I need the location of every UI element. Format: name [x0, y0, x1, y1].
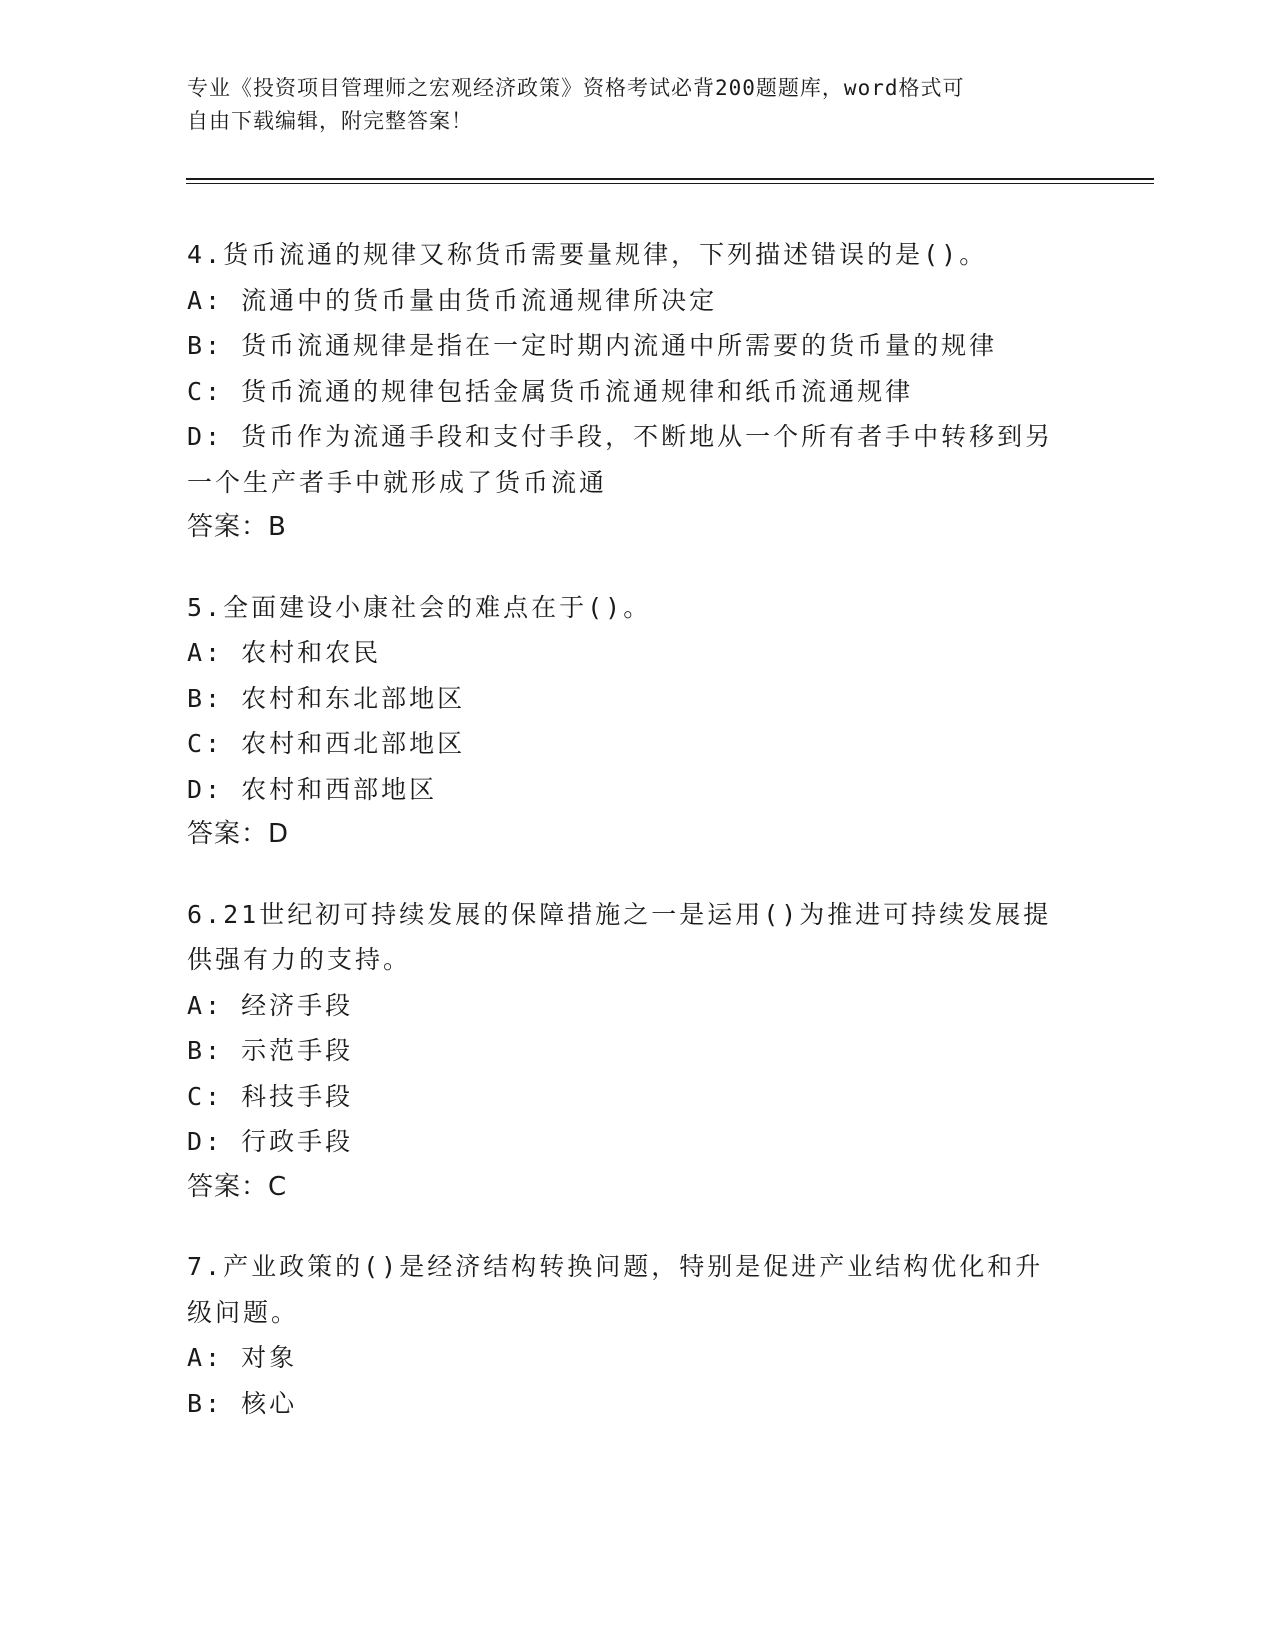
question-block: [187, 1244, 1067, 1426]
answer-key: 答案：D: [187, 819, 290, 849]
answer-option: C: 农村和西北部地区: [187, 729, 466, 758]
answer-option: B: 核心: [187, 1388, 298, 1418]
header-line-1: 专业《投资项目管理师之宏观经济政策》资格考试必背200题题库，word格式可: [187, 76, 965, 100]
answer-option: C: 科技手段: [187, 1081, 354, 1111]
answer-option: C: 货币流通的规律包括金属货币流通规律和纸币流通规律: [187, 376, 914, 406]
question-stem: 7.产业政策的()是经济结构转换问题，特别是促进产业结构优化和升: [187, 1252, 1044, 1281]
answer-option: D: 货币作为流通手段和支付手段，不断地从一个所有者手中转移到另: [187, 422, 1054, 451]
question-stem: 级问题。: [187, 1297, 300, 1327]
document-header: [187, 72, 1067, 138]
answer-option: A: 流通中的货币量由货币流通规律所决定: [187, 285, 718, 315]
question-list: [187, 232, 1067, 1460]
question-stem: 4.货币流通的规律又称货币需要量规律，下列描述错误的是()。: [187, 240, 988, 269]
answer-option: B: 农村和东北部地区: [187, 683, 466, 713]
answer-option: B: 货币流通规律是指在一定时期内流通中所需要的货币量的规律: [187, 331, 998, 360]
question-stem: 6.21世纪初可持续发展的保障措施之一是运用()为推进可持续发展提: [187, 899, 1052, 929]
answer-option: B: 示范手段: [187, 1036, 354, 1065]
question-stem: 供强有力的支持。: [187, 945, 412, 974]
answer-key: 答案：B: [187, 512, 287, 542]
question-stem: 5.全面建设小康社会的难点在于()。: [187, 592, 652, 622]
question-block: [187, 232, 1067, 551]
header-rule-thin: [186, 183, 1154, 184]
answer-option: D: 行政手段: [187, 1127, 354, 1156]
answer-key: 答案：C: [187, 1171, 288, 1202]
header-line-2: 自由下载编辑，附完整答案！: [187, 109, 473, 133]
answer-option: 一个生产者手中就形成了货币流通: [187, 467, 608, 497]
question-block: [187, 585, 1067, 858]
answer-option: D: 农村和西部地区: [187, 774, 438, 804]
answer-option: A: 农村和农民: [187, 638, 382, 667]
answer-option: A: 对象: [187, 1343, 298, 1372]
header-rule-thick: [186, 178, 1154, 180]
question-block: [187, 892, 1067, 1211]
answer-option: A: 经济手段: [187, 990, 354, 1020]
